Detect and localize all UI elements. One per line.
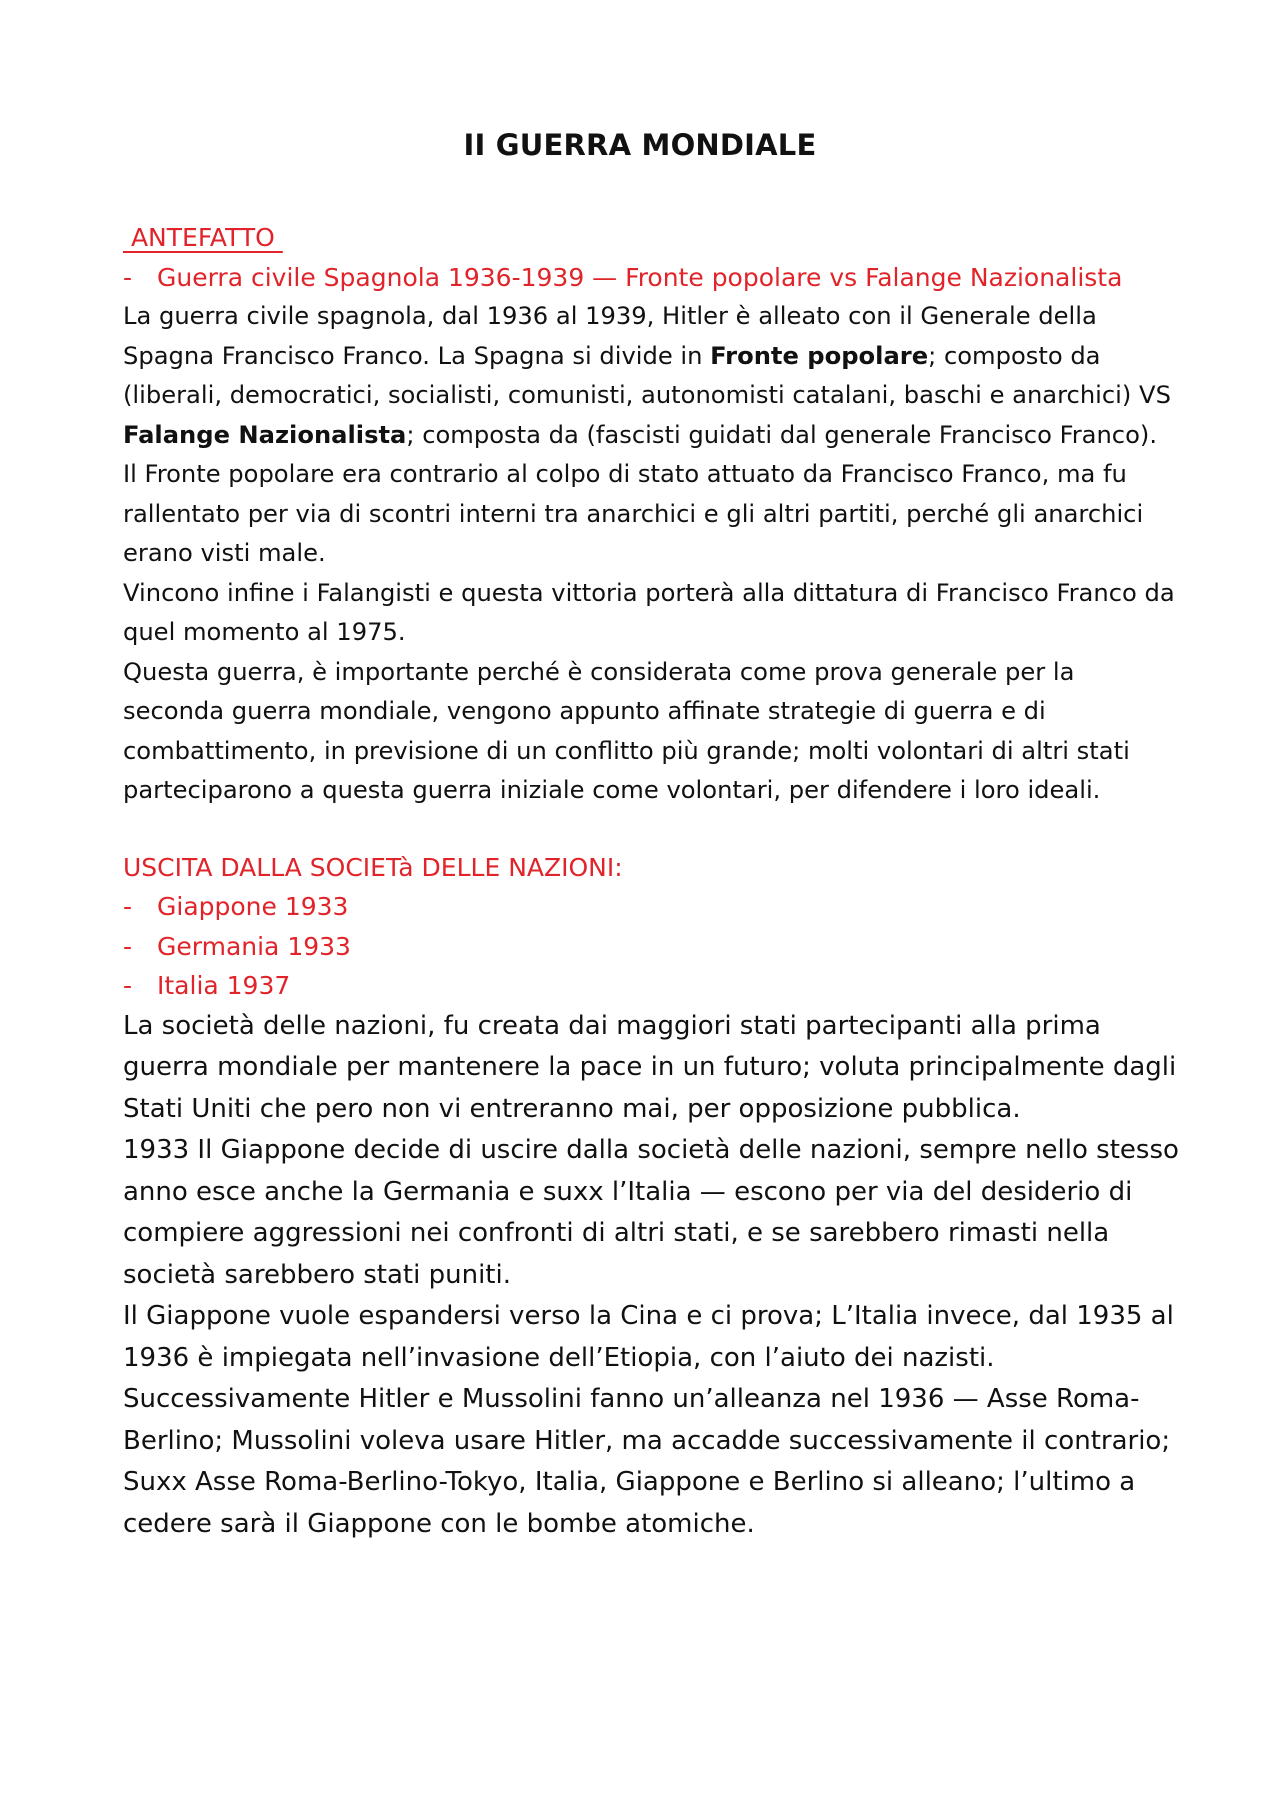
paragraph-text: ; composto da (liberali, democratici, socialisti, comunisti, autonomisti catalani, baschi e anarchici) VS <box>123 341 1171 409</box>
antefatto-bullet-list <box>123 258 1183 298</box>
uscita-bullet-list <box>123 887 1183 1006</box>
bullet-item: - Germania 1933 <box>123 927 1183 967</box>
bullet-item: - Giappone 1933 <box>123 887 1183 927</box>
paragraph-text: ; composta da (fascisti guidati dal generale Francisco Franco). <box>406 420 1158 449</box>
bullet-item: - Italia 1937 <box>123 966 1183 1006</box>
paragraph-text: La guerra civile spagnola, dal 1936 al 1939, Hitler è alleato con il Generale della Spagna Francisco Franco. La Spagna si divide in <box>123 302 1097 370</box>
paragraph-falangisti-victory: Vincono infine i Falangisti e questa vittoria porterà alla dittatura di Francisco Franco da quel momento al 1975. <box>123 578 1175 646</box>
section-spacer <box>123 811 1183 848</box>
bullet-item: - Guerra civile Spagnola 1936-1939 — Fronte popolare vs Falange Nazionalista <box>123 258 1183 298</box>
paragraph-1933-exit: 1933 Il Giappone decide di uscire dalla società delle nazioni, sempre nello stesso anno esce anche la Germania e suxx l’Italia — escono per via del desiderio di compiere aggressioni nei confronti di altri stati, e se sarebbero rimasti nella società sarebbero stati puniti. <box>123 1135 1179 1290</box>
section-heading-uscita: USCITA DALLA SOCIETà DELLE NAZIONI: <box>123 852 623 882</box>
section-antefatto <box>123 218 1183 811</box>
section-heading-antefatto <box>123 218 1183 258</box>
paragraph-importance: Questa guerra, è importante perché è considerata come prova generale per la seconda guerra mondiale, vengono appunto affinate strategie di guerra e di combattimento, in previsione di un conflitto più grande; molti volontari di altri stati parteciparono a questa guerra iniziale come volontari, per difendere i loro ideali. <box>123 657 1130 804</box>
paragraph-expansion: Il Giappone vuole espandersi verso la Cina e ci prova; L’Italia invece, dal 1935 al 1936 è impiegata nell’invasione dell’Etiopia, con l’aiuto dei nazisti. <box>123 1301 1174 1373</box>
paragraph-fronte-popolare: Il Fronte popolare era contrario al colpo di stato attuato da Francisco Franco, ma fu rallentato per via di scontri interni tra anarchici e gli altri partiti, perché gli anarchici erano visti male. <box>123 460 1144 567</box>
page-title: II GUERRA MONDIALE <box>463 128 817 162</box>
document-body <box>123 218 1183 1545</box>
paragraph-spanish-civil-war <box>123 297 1183 455</box>
paragraph-societa-nazioni: La società delle nazioni, fu creata dai maggiori stati partecipanti alla prima guerra mondiale per mantenere la pace in un futuro; voluta principalmente dagli Stati Uniti che pero non vi entreranno mai, per opposizione pubblica. <box>123 1010 1177 1124</box>
section-uscita-societa <box>123 848 1183 1546</box>
antefatto-heading-text: ANTEFATTO <box>123 223 283 252</box>
bold-term-falange-nazionalista: Falange Nazionalista <box>123 420 407 449</box>
paragraph-alliance: Successivamente Hitler e Mussolini fanno un’alleanza nel 1936 — Asse Roma-Berlino; Mussolini voleva usare Hitler, ma accadde successivamente il contrario; Suxx Asse Roma-Berlino-Tokyo, Italia, Giappone e Berlino si alleano; l’ultimo a cedere sarà il Giappone con le bombe atomiche. <box>123 1384 1171 1539</box>
bold-term-fronte-popolare: Fronte popolare <box>710 341 929 370</box>
